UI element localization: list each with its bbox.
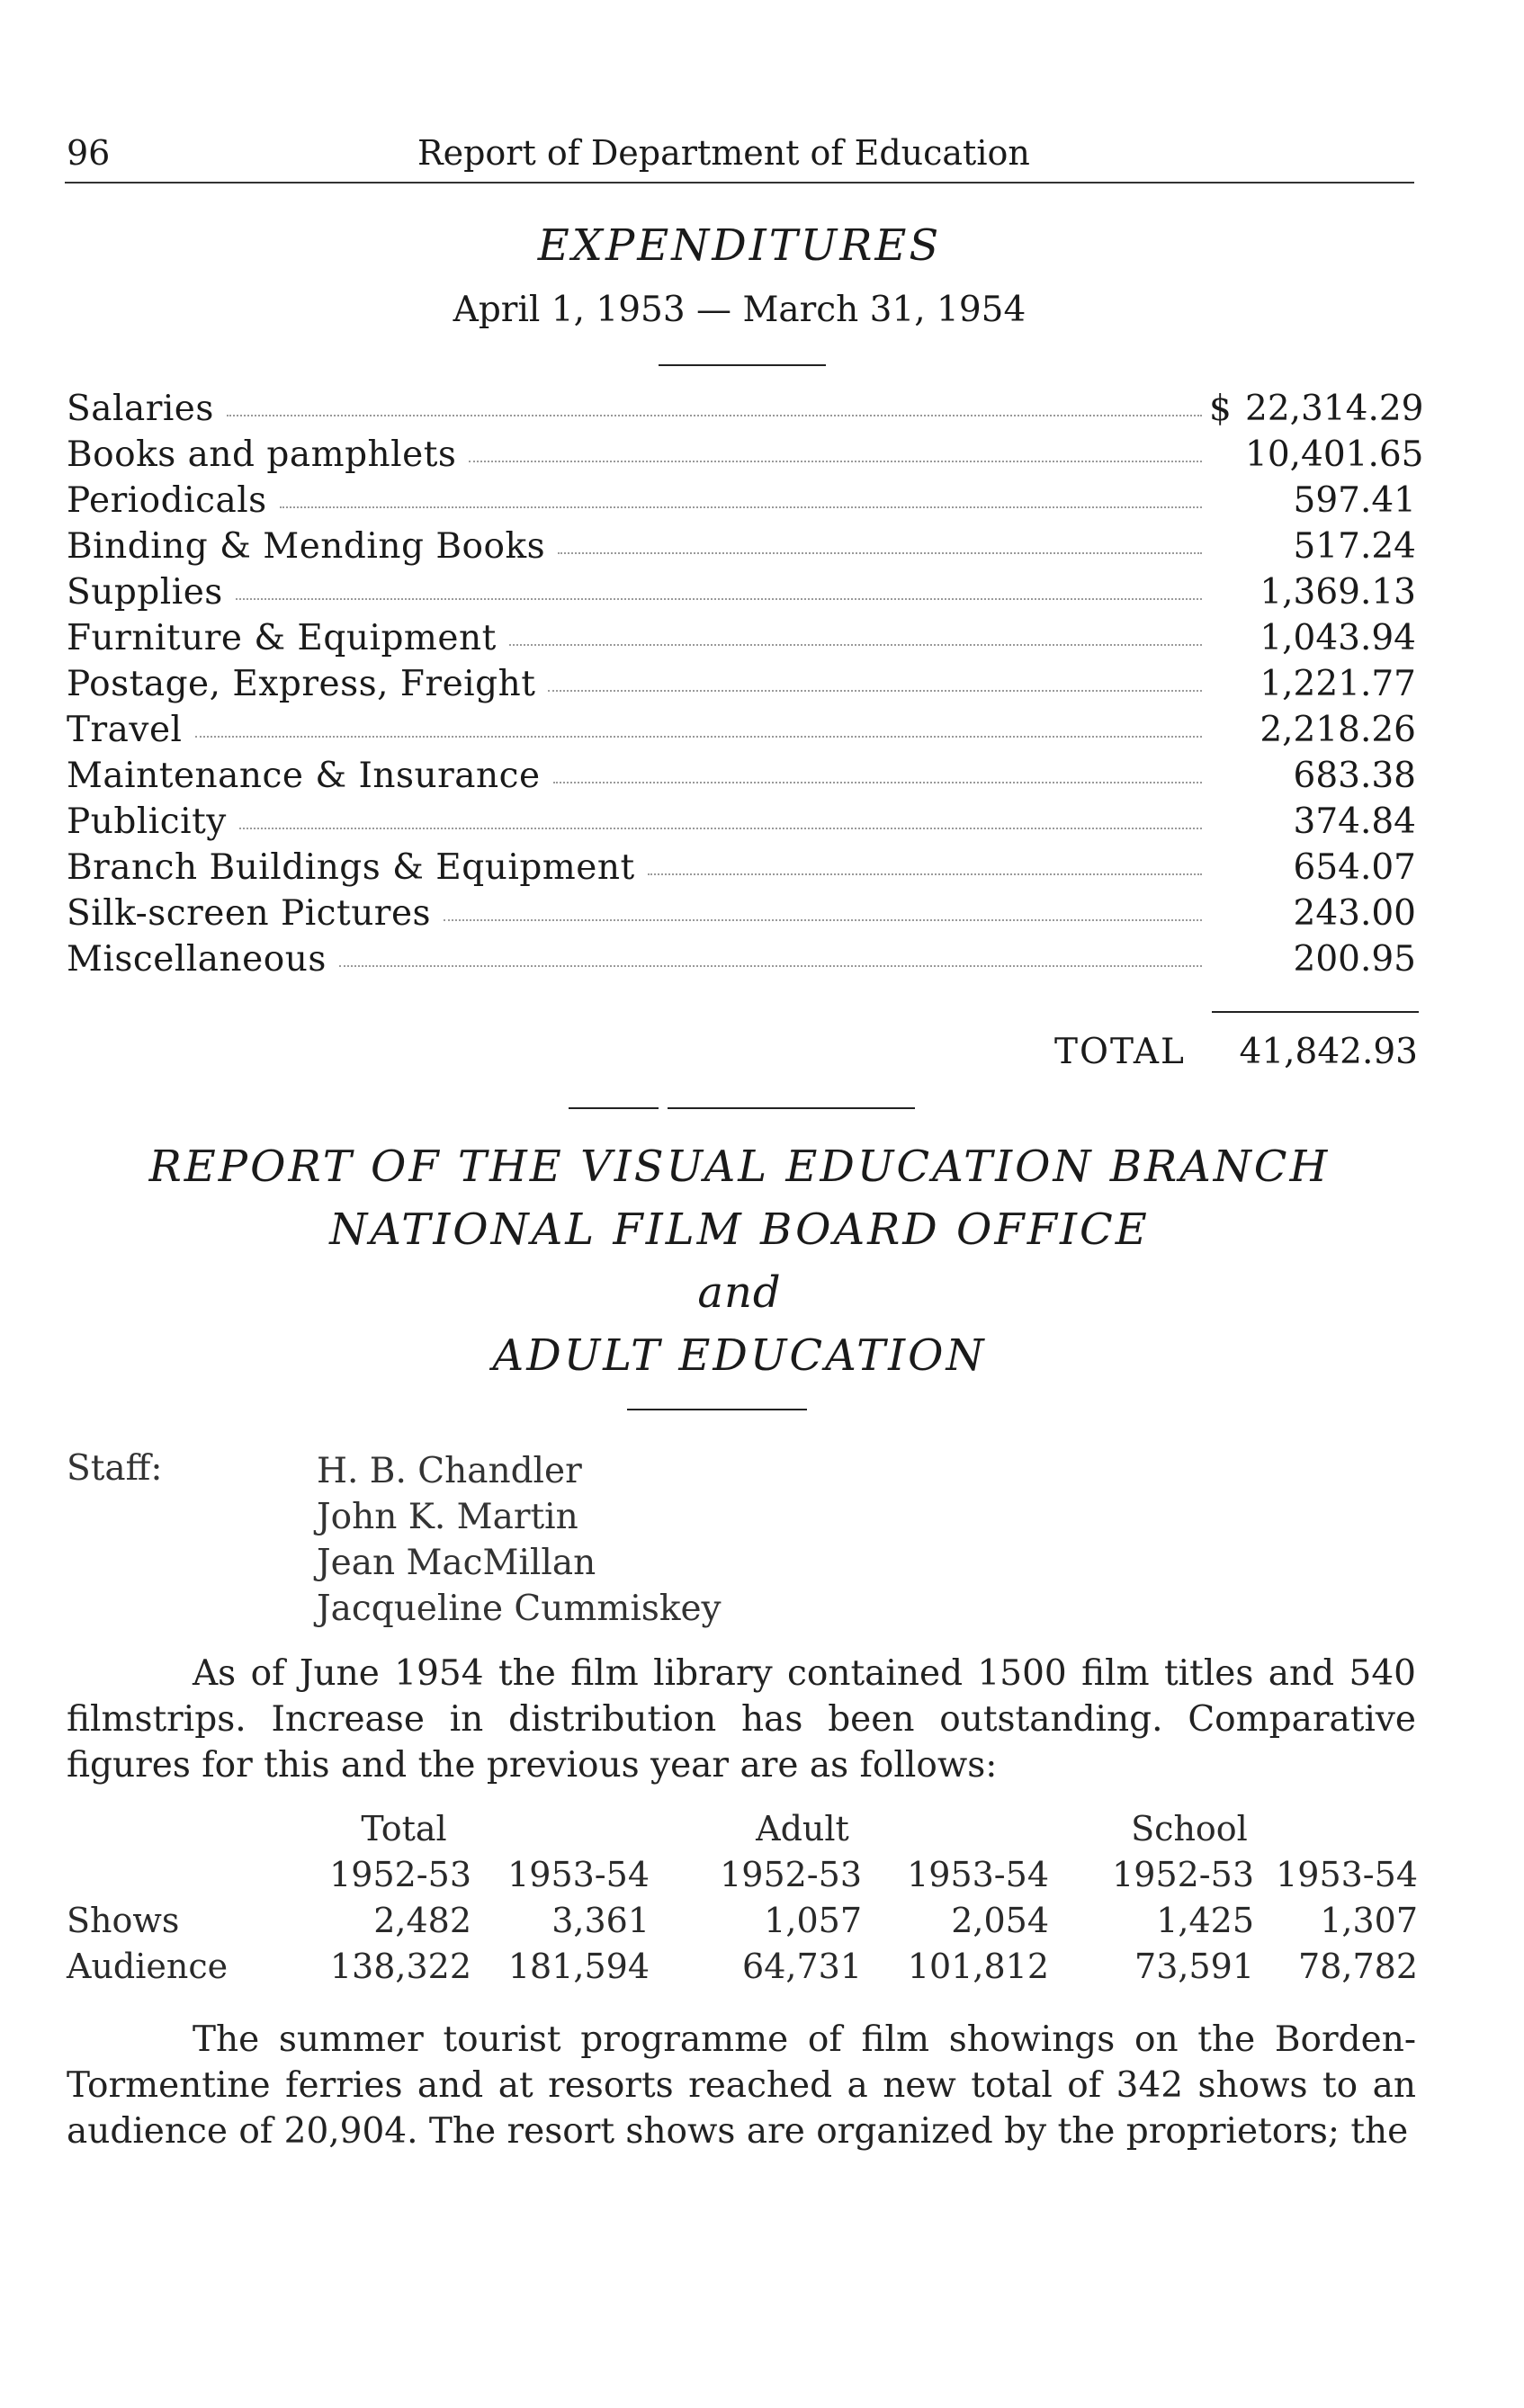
section-divider: [627, 1409, 807, 1410]
table-cell: 78,782: [1298, 1947, 1418, 1986]
report-heading: [65, 1135, 1414, 1387]
expenditure-label: Travel: [67, 710, 183, 750]
table-cell: 1,307: [1320, 1901, 1418, 1940]
column-group-header: School: [1131, 1809, 1248, 1849]
section-divider: [569, 1107, 659, 1109]
dot-leader: [558, 552, 1202, 554]
dot-leader: [548, 690, 1202, 692]
dot-leader: [280, 506, 1202, 508]
expenditure-row: [67, 939, 1416, 985]
expenditure-amount: 683.38: [1293, 756, 1416, 796]
body-paragraph: [67, 1651, 1416, 1788]
column-group-header: Total: [361, 1809, 447, 1849]
staff-member: John K. Martin: [317, 1497, 578, 1537]
expenditure-row: [67, 572, 1416, 618]
section-divider: [659, 364, 826, 366]
comparison-table: [67, 1809, 1418, 1992]
document-page: [65, 0, 1424, 2408]
expenditure-amount: 200.95: [1293, 939, 1416, 980]
page-number: 96: [67, 133, 111, 173]
paragraph-text: As of June 1954 the film library contained 1500 film titles and 540 filmstrips. Increase in distribution has been outstanding. Comparative figures for this and the previous year are as follows:: [67, 1653, 1416, 1786]
currency-symbol: $: [1209, 389, 1232, 429]
expenditure-row: [67, 710, 1416, 756]
expenditure-row: [67, 480, 1416, 526]
expenditure-label: Binding & Mending Books: [67, 526, 546, 567]
staff-list: [317, 1448, 722, 1632]
total-rule: [1212, 1011, 1419, 1013]
expenditure-row: [67, 801, 1416, 847]
expenditure-label: Silk-screen Pictures: [67, 893, 432, 934]
expenditure-amount: 243.00: [1293, 893, 1416, 934]
table-cell: 73,591: [1134, 1947, 1254, 1986]
dot-leader: [339, 965, 1202, 967]
expenditure-amount: 1,043.94: [1260, 618, 1416, 658]
table-cell: 3,361: [551, 1901, 650, 1940]
dot-leader: [509, 644, 1202, 646]
expenditure-label: Branch Buildings & Equipment: [67, 847, 635, 888]
staff-member: Jean MacMillan: [317, 1543, 596, 1583]
column-header: 1953-54: [907, 1855, 1049, 1894]
dot-leader: [227, 415, 1202, 416]
report-heading-line: NATIONAL FILM BOARD OFFICE: [329, 1204, 1150, 1255]
expenditure-label: Periodicals: [67, 480, 267, 521]
table-cell: 181,594: [507, 1947, 650, 1986]
expenditure-amount: 2,218.26: [1260, 710, 1416, 750]
dot-leader: [444, 919, 1202, 921]
expenditure-label: Postage, Express, Freight: [67, 664, 536, 704]
expenditure-row: [67, 618, 1416, 664]
report-heading-line: ADULT EDUCATION: [492, 1330, 987, 1381]
table-cell: 2,482: [373, 1901, 471, 1940]
expenditure-row: [67, 434, 1424, 480]
expenditure-amount: 517.24: [1293, 526, 1416, 567]
table-cell: 1,425: [1156, 1901, 1254, 1940]
expenditure-label: Miscellaneous: [67, 939, 327, 980]
expenditure-row: [67, 756, 1416, 801]
row-label: Shows: [67, 1901, 180, 1940]
total-row: [1054, 1032, 1418, 1072]
table-cell: 1,057: [764, 1901, 862, 1940]
expenditure-row: [67, 847, 1416, 893]
column-header: 1953-54: [507, 1855, 650, 1894]
table-row: [67, 1901, 1418, 1947]
expenditure-row: [67, 389, 1424, 434]
table-cell: 101,812: [907, 1947, 1049, 1986]
report-heading-line: REPORT OF THE VISUAL EDUCATION BRANCH: [148, 1141, 1331, 1192]
expenditure-amount: 1,369.13: [1260, 572, 1416, 613]
dot-leader: [553, 782, 1202, 783]
total-amount: 41,842.93: [1239, 1032, 1418, 1072]
running-title: Report of Department of Education: [417, 133, 1030, 173]
expenditure-amount: 374.84: [1293, 801, 1416, 842]
expenditures-period: April 1, 1953 — March 31, 1954: [453, 290, 1026, 330]
staff-member: H. B. Chandler: [317, 1451, 582, 1491]
body-paragraph: [67, 2017, 1416, 2154]
column-header: 1952-53: [1112, 1855, 1254, 1894]
table-group-header-row: [67, 1809, 1418, 1855]
expenditure-label: Supplies: [67, 572, 223, 613]
expenditure-row: [67, 893, 1416, 939]
row-label: Audience: [67, 1947, 229, 1986]
expenditure-amount: 597.41: [1293, 480, 1416, 521]
column-group-header: Adult: [756, 1809, 849, 1849]
section-divider: [668, 1107, 915, 1109]
table-row: [67, 1947, 1418, 1992]
dot-leader: [236, 598, 1202, 600]
total-label: TOTAL: [1054, 1032, 1186, 1072]
report-heading-line: and: [697, 1267, 782, 1318]
column-header: 1952-53: [329, 1855, 471, 1894]
expenditures-list: [67, 389, 1424, 985]
staff-member: Jacqueline Cummiskey: [317, 1589, 722, 1629]
running-header: [65, 128, 1414, 184]
expenditure-label: Publicity: [67, 801, 227, 842]
expenditure-amount: 10,401.65: [1245, 434, 1424, 475]
table-cell: 2,054: [951, 1901, 1049, 1940]
expenditure-row: [67, 664, 1416, 710]
table-year-header-row: [67, 1855, 1418, 1901]
dot-leader: [469, 461, 1202, 462]
dot-leader: [648, 873, 1202, 875]
expenditure-label: Maintenance & Insurance: [67, 756, 541, 796]
dot-leader: [239, 828, 1202, 829]
staff-label: Staff:: [67, 1448, 163, 1489]
expenditure-amount: 1,221.77: [1260, 664, 1416, 704]
dot-leader: [195, 736, 1203, 738]
expenditures-title: EXPENDITURES: [537, 220, 942, 271]
table-cell: 64,731: [742, 1947, 862, 1986]
expenditure-amount: 654.07: [1293, 847, 1416, 888]
expenditure-amount: 22,314.29: [1245, 389, 1424, 429]
column-header: 1953-54: [1276, 1855, 1418, 1894]
expenditure-label: Furniture & Equipment: [67, 618, 497, 658]
expenditure-label: Books and pamphlets: [67, 434, 457, 475]
column-header: 1952-53: [720, 1855, 862, 1894]
paragraph-text: The summer tourist programme of film showings on the Borden-Tormentine ferries and at resorts reached a new total of 342 shows to an audience of 20,904. The resort shows are organized by the proprietors; the: [67, 2019, 1416, 2152]
expenditure-label: Salaries: [67, 389, 214, 429]
table-cell: 138,322: [329, 1947, 471, 1986]
expenditure-row: [67, 526, 1416, 572]
